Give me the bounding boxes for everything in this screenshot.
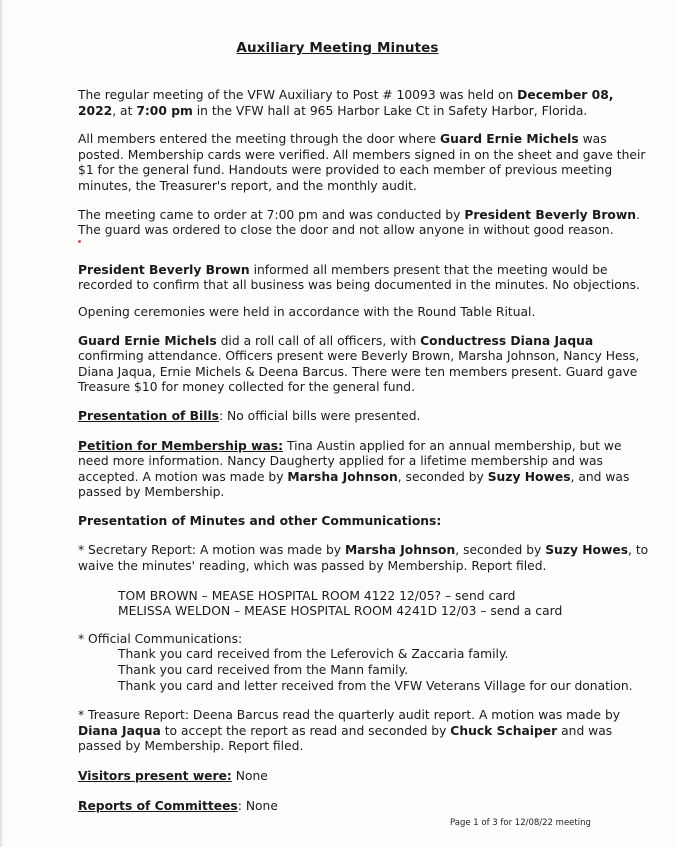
official-communications-heading: * Official Communications: [78, 631, 243, 646]
visitors-section: Visitors present were: None [78, 769, 268, 783]
committees-section: Reports of Committees: None [78, 798, 278, 813]
list-item: Thank you card received from the Mann family. [118, 663, 409, 678]
minutes-heading: Presentation of Minutes and other Communications: [78, 513, 442, 528]
ink-dot [78, 240, 81, 243]
order-paragraph: The meeting came to order at 7:00 pm and was conducted by President Beverly Brown. The guard was ordered to close the door and not allow anyone in without good reason. [78, 207, 640, 238]
entry-paragraph: All members entered the meeting through the door where Guard Ernie Michels was posted. Membership cards were verified. All members signed in on the sheet and gave their $1 for the general fund. Handouts were provided to each member of previous meeting minutes, the Treasurer's report, and the monthly audit. [78, 132, 646, 193]
rollcall-paragraph: Guard Ernie Michels did a roll call of all officers, with Conductress Diana Jaqua confirming attendance. Officers present were Beverly Brown, Marsha Johnson, Nancy Hess, Diana Jaqua, Ernie Michels & Deena Barcus. There were ten members present. Guard gave Treasure $10 for money collected for the general fund. [78, 333, 640, 395]
ceremonies-paragraph: Opening ceremonies were held in accordance with the Round Table Ritual. [78, 304, 536, 319]
opening-paragraph: The regular meeting of the VFW Auxiliary to Post # 10093 was held on December 08, 2022, at 7:00 pm in the VFW hall at 965 Harbor Lake Ct in Safety Harbor, Florida. [78, 88, 614, 118]
minutes-body [78, 88, 650, 814]
official-communications-list [78, 647, 650, 694]
list-item: Thank you card received from the Leferovich & Zaccaria family. [118, 647, 509, 662]
page-title: Auxiliary Meeting Minutes [236, 40, 439, 56]
recording-paragraph: President Beverly Brown informed all members present that the meeting would be recorded to confirm that all business was being documented in the minutes. No objections. [78, 262, 640, 293]
list-item: TOM BROWN – MEASE HOSPITAL ROOM 4122 12/05? – send card [118, 588, 516, 603]
card-list [78, 589, 650, 620]
page-footer: Page 1 of 3 for 12/08/22 meeting [450, 818, 591, 828]
treasure-report: * Treasure Report: Deena Barcus read the quarterly audit report. A motion was made by Diana Jaqua to accept the report as read and seconded by Chuck Schaiper and was passed by Membership. Report filed. [78, 708, 621, 754]
bills-section: Presentation of Bills: No official bills were presented. [78, 408, 421, 423]
petition-section: Petition for Membership was: Tina Austin applied for an annual membership, but we need more information. Nancy Daugherty applied for a lifetime membership and was accepted. A motion was made by Marsha Johnson, seconded by Suzy Howes, and was passed by Membership. [78, 438, 630, 500]
secretary-report: * Secretary Report: A motion was made by Marsha Johnson, seconded by Suzy Howes, to waive the minutes' reading, which was passed by Membership. Report filed. [78, 543, 649, 574]
list-item: MELISSA WELDON – MEASE HOSPITAL ROOM 4241D 12/03 – send a card [118, 604, 563, 619]
list-item: Thank you card and letter received from the VFW Veterans Village for our donation. [118, 678, 633, 693]
